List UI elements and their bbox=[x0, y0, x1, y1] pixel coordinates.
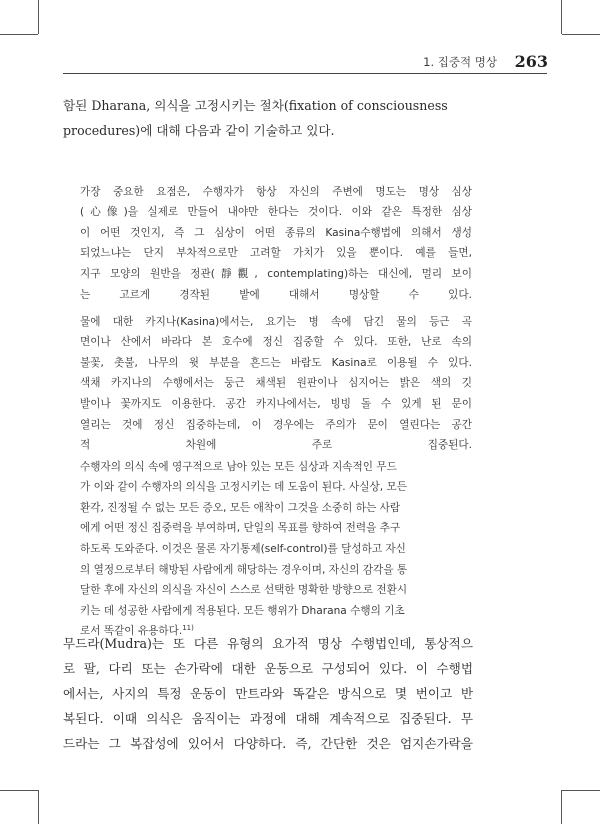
intro-paragraph: 함된 Dharana, 의식을 고정시키는 절차(fixation of consciousness procedures)에 대해 다음과 같이 기술하고 있다. bbox=[63, 98, 448, 138]
quote-paragraph-3-text: 수행자의 의식 속에 영구적으로 남아 있는 모든 심상과 지속적인 무드 가 이와 같이 수행자의 의식을 고정시키는 데 도움이 된다. 사실상, 모든 환각, 진정될 수 없는 모든 증오, 모든 애착이 그것을 소중히 하는 사람 에게 어떤 정신 집중력을 부여하며, 단일의 목표를 향하여 전력을 추구 하도록 도와준다. 이것은 물론 자기통제(self-control)를 달성하고 자신 의 열정으로부터 해방된 사람에게 해당하는 경우이며, 자신의 감각을 통 달한 후에 자신의 의식을 자신이 스스로 선택한 명확한 방향으로 전환시 키는 데 성공한 사람에게 적용된다. 모든 행위가 Dharana 수행의 기초 로서 똑같이 유용하다. bbox=[80, 460, 408, 638]
quote-paragraph-2 bbox=[80, 291, 472, 456]
quote-paragraph-3 bbox=[80, 436, 472, 642]
footnote-reference[interactable]: 11) bbox=[182, 624, 194, 633]
mudra-paragraph: 무드라(Mudra)는 또 다른 유형의 요가적 명상 수행법인데, 통상적으 로 팔, 다리 또는 손가락에 대한 운동으로 구성되어 있다. 이 수행법 에서는, 사지의 특정 운동이 만트라와 똑같은 방식으로 몇 번이고 반 복된다. 이때 의식은 움직이는 과정에 대해 계속적으로 집중된다. 무 드라는 그 복잡성에 있어서 다양하다. 즉, 간단한 것은 엄지손가락을 bbox=[63, 636, 473, 751]
crop-mark-bottom-left-h bbox=[0, 790, 38, 791]
crop-mark-bottom-right-v bbox=[561, 790, 562, 824]
crop-mark-top-right-v bbox=[561, 0, 562, 34]
crop-mark-bottom-right-h bbox=[562, 790, 600, 791]
quote-paragraph-1 bbox=[80, 161, 472, 305]
crop-mark-bottom-left-v bbox=[38, 790, 39, 824]
header-rule bbox=[63, 73, 547, 74]
quote-paragraph-2-text: 물에 대한 카지나(Kasina)에서는, 요기는 병 속에 담긴 물의 등근 곡 면이나 산에서 바라다 본 호수에 정신 집중할 수 있다. 또한, 난로 속의 불꽃, 촛불, 나무의 윗 부분을 흔드는 바람도 Kasina로 이용될 수 있다. 색채 카지나의 수행에서는 둥근 채색된 원판이나 심지어는 밝은 색의 깃 발이나 꽃까지도 이용한다. 공간 카지나에서는, 빙빙 돌 수 있게 된 문이 열리는 것에 정신 집중하는데, 이 경우에는 주의가 문이 열린다는 공간 적 차원에 주로 집중된다. bbox=[80, 315, 472, 452]
crop-mark-top-right-h bbox=[562, 34, 600, 35]
quote-paragraph-1-text: 가장 중요한 요점은, 수행자가 항상 자신의 주변에 명도는 명상 심상 (心像)을 실제로 만들어 내야만 한다는 것이다. 이와 같은 특정한 심상 이 어떤 것인지, 즉 그 심상이 어떤 종류의 Kasina수행법에 의해서 생성 되었느냐는 단지 부차적으로만 고려할 가치가 있을 뿐이다. 예를 들면, 지구 모양의 원반을 정관(靜觀, contemplating)하는 대신에, 멀리 보이 는 고르게 경작된 밭에 대해서 명상할 수 있다. bbox=[80, 185, 472, 301]
running-header-section: 1. 집중적 명상 bbox=[423, 55, 497, 69]
crop-mark-top-left-h bbox=[0, 34, 38, 35]
page-number: 263 bbox=[514, 52, 548, 71]
crop-mark-top-left-v bbox=[38, 0, 39, 34]
